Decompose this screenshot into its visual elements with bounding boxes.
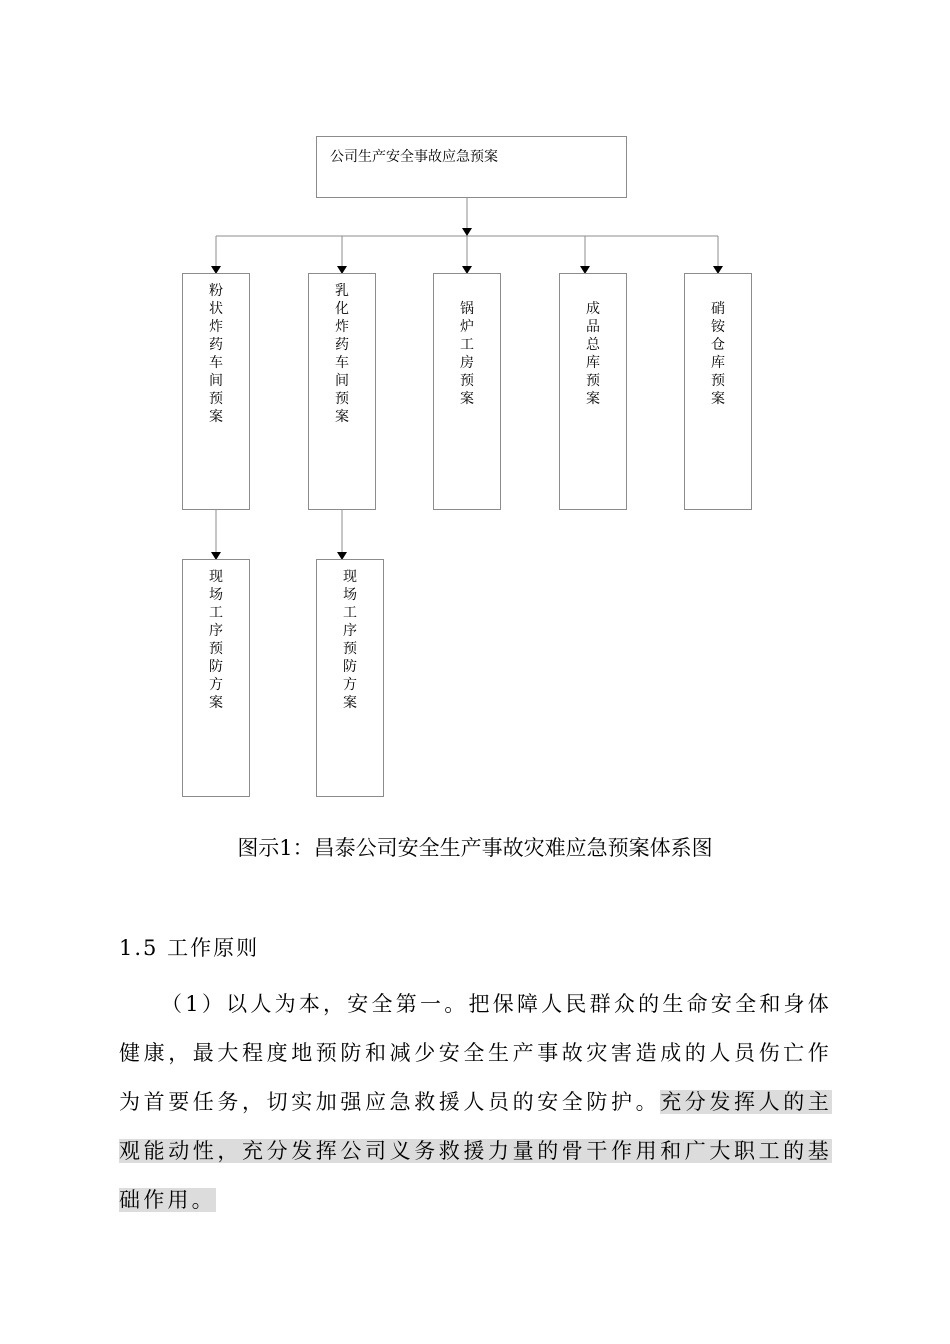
plan-box-product-warehouse [559, 273, 627, 510]
site-plan-box-1 [182, 559, 250, 797]
arrow-down-icon [462, 228, 472, 236]
plan-box-powder-workshop [182, 273, 250, 510]
plan-label: 乳 化 炸 药 车 间 预 案 [335, 283, 349, 425]
plan-box-boiler-room [433, 273, 501, 510]
plan-box-nitrate-warehouse [684, 273, 752, 510]
root-plan-label: 公司生产安全事故应急预案 [330, 149, 498, 165]
paragraph-text: （1）以人为本，安全第一。把保障人民群众的生命安全和身体健康，最大程度地预防和减少安全生产事故灾害造成的人员伤亡作为首要任务，切实加强应急救援人员的安全防护。 [119, 992, 832, 1114]
section-heading: 1.5 工作原则 [119, 936, 260, 960]
site-plan-box-2 [316, 559, 384, 797]
plan-box-emulsion-workshop [308, 273, 376, 510]
figure-caption: 图示1：昌泰公司安全生产事故灾难应急预案体系图 [237, 836, 713, 860]
plan-label: 粉 状 炸 药 车 间 预 案 [209, 283, 223, 425]
plan-label: 锅 炉 工 房 预 案 [460, 301, 474, 407]
principle-paragraph [119, 980, 832, 1225]
plan-label: 硝 铵 仓 库 预 案 [711, 301, 725, 407]
site-plan-label: 现 场 工 序 预 防 方 案 [343, 569, 357, 711]
site-plan-label: 现 场 工 序 预 防 方 案 [209, 569, 223, 711]
plan-label: 成 品 总 库 预 案 [586, 301, 600, 407]
highlighted-text: 充分发挥人的主观能动性，充分发挥公司义务救援力量的骨干作用和广大职工的基础作用。 [119, 1090, 832, 1212]
root-plan-box [316, 136, 627, 198]
